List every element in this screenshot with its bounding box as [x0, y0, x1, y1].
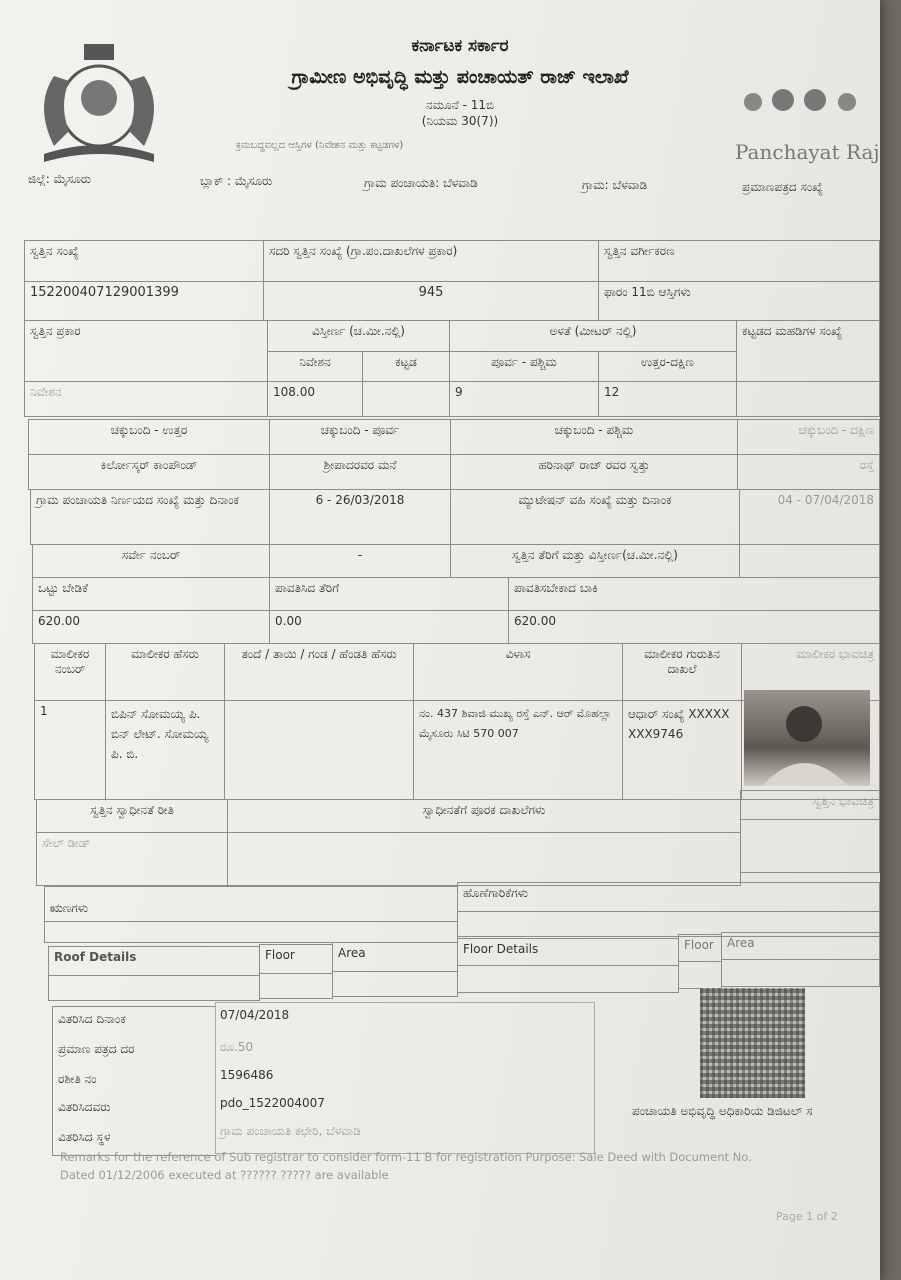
possession-docs-value [227, 832, 741, 886]
remarks-line-1: Remarks for the reference of Sub registrar to consider form-11 B for registration Purpose: Sale Deed with Document No. [60, 1150, 752, 1164]
panchayat-logo [735, 78, 875, 126]
north-boundary-value: ಕಿರ್ಲೋಸ್ಕರ್ ಕಾಂಪೌಂಡ್ [28, 454, 270, 490]
owner-number-label: ಮಾಲೀಕರ ನಂಬರ್ [34, 643, 106, 701]
relation-name-label: ತಂದೆ / ತಾಯಿ / ಗಂಡ / ಹೆಂಡತಿ ಹೆಸರು [224, 643, 414, 701]
area-value-2 [721, 959, 880, 987]
roof-details-value [48, 975, 260, 1001]
floors-label: ಕಟ್ಟಡದ ಮಹಡಿಗಳ ಸಂಖ್ಯೆ [736, 320, 880, 382]
address-value: ನಂ. 437 ಶಿವಾಜಿ ಮುಖ್ಯ ರಸ್ತೆ ಎನ್. ಆರ್ ಮೊಹಲ್ಲಾ ಮೈಸೂರು ಸಿಟಿ 570 007 [413, 700, 623, 800]
north-south-value: 12 [598, 381, 737, 417]
remarks-line-2: Dated 01/12/2006 executed at ?????? ????? are available [60, 1168, 389, 1182]
owner-number-value: 1 [34, 700, 106, 800]
south-boundary-value: ರಸ್ತೆ [737, 454, 880, 490]
place-value: ಗ್ರಾಮ ಪಂಚಾಯತಿ ಕಛೇರಿ, ಬೆಳವಾಡಿ [220, 1124, 361, 1138]
person-photo-icon [744, 690, 870, 786]
east-west-value: 9 [449, 381, 599, 417]
area-value-roof [332, 971, 458, 997]
area-label-roof: Area [332, 942, 458, 972]
classification-label: ಸ್ವತ್ತಿನ ವರ್ಗೀಕರಣ [598, 240, 880, 282]
north-boundary-label: ಚಕ್ಕುಬಂದಿ - ಉತ್ತರ [28, 419, 270, 455]
east-boundary-value: ಶ್ರೀಪಾದರವರ ಮನೆ [269, 454, 451, 490]
site-area-value: 108.00 [267, 381, 363, 417]
issue-date-label: ವಿತರಿಸಿದ ದಿನಾಂಕ [58, 1012, 126, 1026]
resolution-label: ಗ್ರಾಮ ಪಂಚಾಯತಿ ನಿರ್ಣಯದ ಸಂಖ್ಯೆ ಮತ್ತು ದಿನಾಂಕ [30, 489, 270, 545]
north-south-label: ಉತ್ತರ-ದಕ್ಷಿಣ [598, 351, 737, 382]
east-west-label: ಪೂರ್ವ - ಪಶ್ಚಿಮ [449, 351, 599, 382]
property-id-label: ಸ್ವತ್ತಿನ ಸಂಖ್ಯೆ [24, 240, 264, 282]
page-number: Page 1 of 2 [776, 1210, 838, 1223]
header-rule: (ನಿಯಮ 30(7)) [421, 114, 499, 128]
south-boundary-label: ಚಕ್ಕುಬಂದಿ - ದಕ್ಷಿಣ [737, 419, 880, 455]
property-photo-label: ಸ್ವತ್ತಿನ ಭಾವಚಿತ್ರ [740, 790, 880, 820]
dimension-label: ಅಳತೆ (ಮೀಟರ್ ನಲ್ಲಿ) [449, 320, 737, 352]
building-area-value [362, 381, 450, 417]
classification-value: ಫಾರಂ 11ಬಿ ಆಸ್ತಿಗಳು [598, 281, 880, 321]
area-label-2: Area [721, 932, 880, 960]
area-label: ವಿಸ್ತೀರ್ಣ (ಚ.ಮೀ.ನಲ್ಲಿ) [267, 320, 450, 352]
certificate-number-label: ಪ್ರಮಾಣಪತ್ರದ ಸಂಖ್ಯೆ [742, 180, 824, 194]
survey-label: ಸರ್ವೇ ನಂಬರ್ [32, 544, 270, 578]
place-label: ವಿತರಿಸಿದ ಸ್ಥಳ [58, 1130, 111, 1144]
possession-docs-label: ಸ್ವಾಧೀನತೆಗೆ ಪೂರಕ ದಾಖಲೆಗಳು [227, 799, 741, 833]
floor-details-value [457, 965, 679, 993]
issuer-value: pdo_1522004007 [220, 1096, 325, 1110]
owner-photo-label: ಮಾಲೀಕರ ಭಾವಚಿತ್ರ [741, 643, 880, 701]
address-label: ವಿಳಾಸ [413, 643, 623, 701]
officer-signature-label: ಪಂಚಾಯತಿ ಅಭಿವೃದ್ಧಿ ಅಧಿಕಾರಿಯ ಡಿಜಿಟಲ್ ಸ [632, 1104, 813, 1118]
possession-value: ಸೇಲ್ ಡೀಡ್ [36, 832, 228, 886]
west-boundary-value: ಹರಿನಾಥ್ ರಾಜ್ ರವರ ಸ್ವತ್ತು [450, 454, 738, 490]
property-photo-cell [740, 819, 880, 873]
east-boundary-label: ಚಕ್ಕುಬಂದಿ - ಪೂರ್ವ [269, 419, 451, 455]
floor-label-2: Floor [678, 934, 722, 962]
owner-name-label: ಮಾಲೀಕರ ಹೆಸರು [105, 643, 225, 701]
total-demand-value: 620.00 [32, 610, 270, 644]
possession-label: ಸ್ವತ್ತಿನ ಸ್ವಾಧೀನತೆ ರೀತಿ [36, 799, 228, 833]
resolution-value: 6 - 26/03/2018 [269, 489, 451, 545]
gram-panchayat: ಗ್ರಾಮ ಪಂಚಾಯತಿ: ಬೆಳವಾಡಿ [364, 176, 478, 190]
panchayat-logo-icon [735, 78, 875, 126]
encumbrance-value [44, 921, 458, 943]
balance-due-label: ಪಾವತಿಸಬೇಕಾದ ಬಾಕಿ [508, 577, 880, 611]
relation-name-value [224, 700, 414, 800]
floor-value-2 [678, 961, 722, 989]
tax-paid-label: ಪಾವತಿಸಿದ ತೆರಿಗೆ [269, 577, 509, 611]
liabilities-label: ಹೊಣೆಗಾರಿಕೆಗಳು [457, 882, 880, 912]
building-label: ಕಟ್ಟಡ [362, 351, 450, 382]
header-form: ನಮೂನೆ - 11ಬಿ [425, 98, 495, 112]
issue-date-value: 07/04/2018 [220, 1008, 290, 1022]
tax-area-value [739, 544, 880, 578]
fee-value: ರೂ.50 [220, 1040, 254, 1054]
gp-number-label: ಸದರಿ ಸ್ವತ್ತಿನ ಸಂಖ್ಯೆ (ಗ್ರಾ.ಪಂ.ದಾಖಲೆಗಳ ಪ್ರಕಾರ) [263, 240, 599, 282]
owner-photo [744, 690, 870, 786]
receipt-label: ರಶೀತಿ ನಂ [58, 1072, 97, 1086]
floor-value [259, 973, 333, 999]
qr-code-icon [700, 988, 805, 1098]
tax-area-label: ಸ್ವತ್ತಿನ ತೆರಿಗೆ ಮತ್ತು ವಿಸ್ತೀರ್ಣ(ಚ.ಮೀ.ನಲ್ಲಿ) [450, 544, 740, 578]
total-demand-label: ಒಟ್ಟು ಬೇಡಿಕೆ [32, 577, 270, 611]
encumbrance-label: ಋಣಗಳು [44, 886, 458, 922]
floor-details-label: Floor Details [457, 938, 679, 966]
village: ಗ್ರಾಮ: ಬೆಳವಾಡಿ [582, 178, 648, 192]
site-label: ನಿವೇಶನ [267, 351, 363, 382]
receipt-value: 1596486 [220, 1068, 274, 1082]
tax-paid-value: 0.00 [269, 610, 509, 644]
header-department: ಗ್ರಾಮೀಣ ಅಭಿವೃದ್ಧಿ ಮತ್ತು ಪಂಚಾಯತ್ ರಾಜ್ ಇಲಾಖೆ [291, 66, 629, 88]
floors-value [736, 381, 880, 417]
property-id-value: 152200407129001399 [24, 281, 264, 321]
west-boundary-label: ಚಕ್ಕುಬಂದಿ - ಪಶ್ಚಿಮ [450, 419, 738, 455]
property-type-value: ನಿವೇಶನ [24, 381, 268, 417]
fee-label: ಪ್ರಮಾಣ ಪತ್ರದ ದರ [58, 1042, 135, 1056]
header-gov: ಕರ್ನಾಟಕ ಸರ್ಕಾರ [411, 36, 509, 56]
balance-due-value: 620.00 [508, 610, 880, 644]
owner-id-value: ಆಧಾರ್ ಸಂಖ್ಯೆ XXXXXXXX9746 [622, 700, 742, 800]
mutation-label: ಮ್ಯುಟೇಷನ್ ವಹಿ ಸಂಖ್ಯೆ ಮತ್ತು ದಿನಾಂಕ [450, 489, 740, 545]
survey-value: - [269, 544, 451, 578]
property-type-label: ಸ್ವತ್ತಿನ ಪ್ರಕಾರ [24, 320, 268, 382]
owner-id-label: ಮಾಲೀಕರ ಗುರುತಿನ ದಾಖಲೆ [622, 643, 742, 701]
gp-number-value: 945 [263, 281, 599, 321]
roof-details-label: Roof Details [48, 946, 260, 976]
header-subtitle: ಕ್ರಮಬದ್ಧವಲ್ಲದ ಆಸ್ತಿಗಳ (ನಿವೇಶನ ಮತ್ತು ಕಟ್ಟಡಗಳ) [236, 140, 404, 151]
karnataka-emblem-icon [24, 36, 174, 166]
owner-name-value: ಬಿಪಿನ್ ಸೋಮಯ್ಯ ಪಿ. ಬಿನ್ ಲೇಟ್. ಸೋಮಯ್ಯ ಪಿ. ಬಿ. [105, 700, 225, 800]
district: ಜಿಲ್ಲೆ: ಮೈಸೂರು [28, 172, 91, 186]
floor-label: Floor [259, 944, 333, 974]
issuer-label: ವಿತರಿಸಿದವರು [58, 1100, 111, 1114]
panchayat-logo-text: Panchayat Raj [735, 140, 880, 164]
block: ಬ್ಲಾಕ್ : ಮೈಸೂರು [200, 174, 273, 188]
mutation-value: 04 - 07/04/2018 [739, 489, 880, 545]
